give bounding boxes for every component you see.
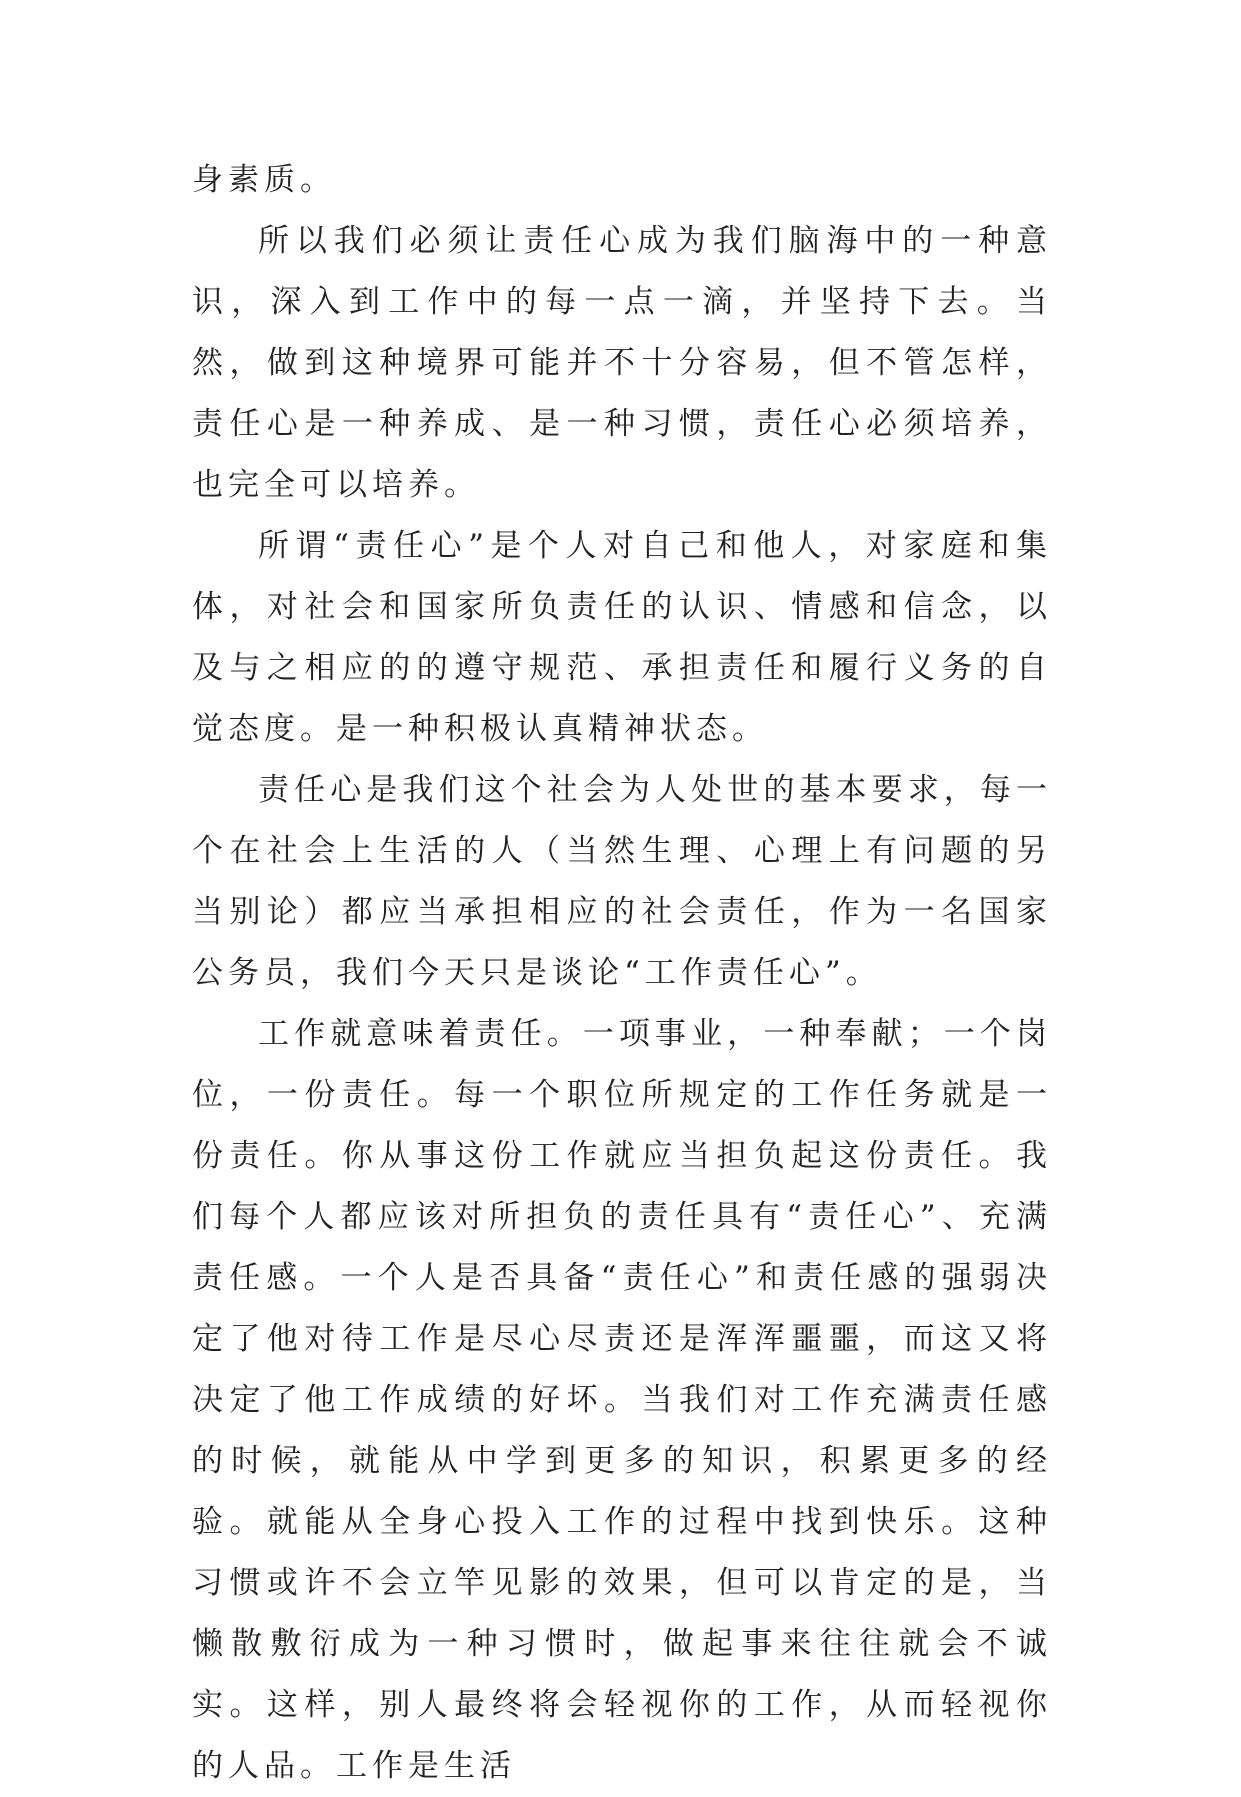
paragraph-3: 所谓“责任心”是个人对自己和他人，对家庭和集体，对社会和国家所负责任的认识、情感和信念，以及与之相应的的遵守规范、承担责任和履行义务的自觉态度。是一种积极认真精神状态。 — [192, 528, 1052, 747]
paragraph-1: 身素质。 — [192, 162, 336, 198]
document-body — [192, 150, 1052, 1797]
paragraph-5: 工作就意味着责任。一项事业，一种奉献；一个岗位，一份责任。每一个职位所规定的工作任务就是一份责任。你从事这份工作就应当担负起这份责任。我们每个人都应该对所担负的责任具有“责任心”、充满责任感。一个人是否具备“责任心”和责任感的强弱决定了他对待工作是尽心尽责还是浑浑噩噩，而这又将决定了他工作成绩的好坏。当我们对工作充满责任感的时候，就能从中学到更多的知识，积累更多的经验。就能从全身心投入工作的过程中找到快乐。这种习惯或许不会立竿见影的效果，但可以肯定的是，当懒散敷衍成为一种习惯时，做起事来往往就会不诚实。这样，别人最终将会轻视你的工作，从而轻视你的人品。工作是生活 — [192, 1016, 1052, 1784]
paragraph-4: 责任心是我们这个社会为人处世的基本要求，每一个在社会上生活的人（当然生理、心理上有问题的另当别论）都应当承担相应的社会责任，作为一名国家公务员，我们今天只是谈论“工作责任心”。 — [192, 772, 1052, 991]
paragraph-2: 所以我们必须让责任心成为我们脑海中的一种意识，深入到工作中的每一点一滴，并坚持下去。当然，做到这种境界可能并不十分容易，但不管怎样，责任心是一种养成、是一种习惯，责任心必须培养，也完全可以培养。 — [192, 223, 1052, 503]
